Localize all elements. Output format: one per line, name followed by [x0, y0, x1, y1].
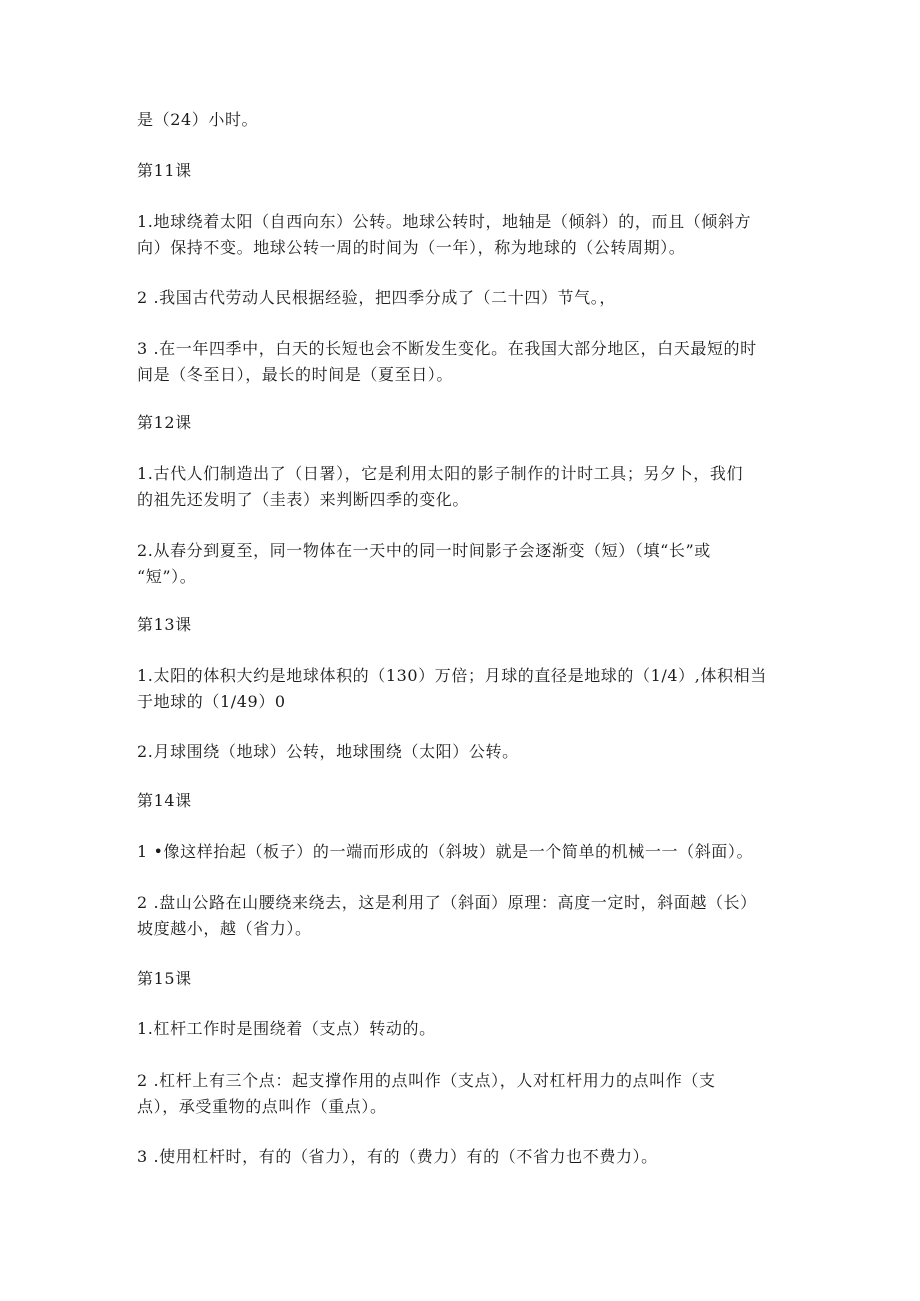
lesson-heading-13: 第13课 — [137, 615, 192, 634]
lesson-12-item-2-line-1: 2.从春分到夏至，同一物体在一天中的同一时间影子会逐渐变（短）（填“长”或 — [137, 541, 711, 560]
lesson-13-item-1-line-2: 于地球的（1/49）0 — [137, 692, 286, 711]
lesson-15-item-2-line-2: 点），承受重物的点叫作（重点）。 — [137, 1097, 387, 1116]
lesson-12-item-1-line-2: 的祖先还发明了（圭表）来判断四季的变化。 — [137, 490, 470, 509]
lesson-15-item-3: 3 .使用杠杆时，有的（省力），有的（费力）有的（不省力也不费力）。 — [137, 1147, 658, 1166]
lesson-12-item-2-line-2: “短”）。 — [137, 567, 197, 586]
lesson-11-item-2: 2 .我国古代劳动人民根据经验，把四季分成了（二十四）节气。， — [137, 288, 616, 307]
lesson-11-item-1-line-2: 向）保持不变。地球公转一周的时间为（一年），称为地球的（公转周期）。 — [137, 238, 686, 257]
lesson-14-item-2-line-2: 坡度越小，越（省力）。 — [137, 919, 312, 938]
lesson-heading-15: 第15课 — [137, 969, 192, 988]
lesson-15-item-1: 1.杠杆工作时是围绕着（支点）转动的。 — [137, 1019, 436, 1038]
lesson-heading-11: 第11课 — [137, 161, 192, 180]
lesson-heading-12: 第12课 — [137, 413, 192, 432]
lesson-heading-14: 第14课 — [137, 791, 192, 810]
text-line-continuation: 是（24）小时。 — [137, 110, 259, 129]
lesson-11-item-3-line-1: 3 .在一年四季中，白天的长短也会不断发生变化。在我国大部分地区，白天最短的时 — [137, 339, 757, 358]
lesson-14-item-1: 1 •像这样抬起（板子）的一端而形成的（斜坡）就是一个简单的机械一一（斜面）。 — [137, 842, 754, 861]
lesson-13-item-1-line-1: 1.太阳的体积大约是地球体积的（130）万倍；月球的直径是地球的（1/4）,体积相当 — [137, 666, 767, 685]
lesson-11-item-3-line-2: 间是（冬至日），最长的时间是（夏至日）。 — [137, 365, 454, 384]
lesson-14-item-2-line-1: 2 .盘山公路在山腰绕来绕去，这是利用了（斜面）原理：高度一定时，斜面越（长） — [137, 893, 757, 912]
lesson-15-item-2-line-1: 2 .杠杆上有三个点：起支撑作用的点叫作（支点），人对杠杆用力的点叫作（支 — [137, 1071, 716, 1090]
lesson-13-item-2: 2.月球围绕（地球）公转，地球围绕（太阳）公转。 — [137, 742, 519, 761]
lesson-11-item-1-line-1: 1.地球绕着太阳（自西向东）公转。地球公转时，地轴是（倾斜）的，而且（倾斜方 — [137, 212, 752, 231]
lesson-12-item-1-line-1: 1.古代人们制造出了（日署），它是利用太阳的影子制作的计时工具；另夕卜，我们 — [137, 464, 744, 483]
